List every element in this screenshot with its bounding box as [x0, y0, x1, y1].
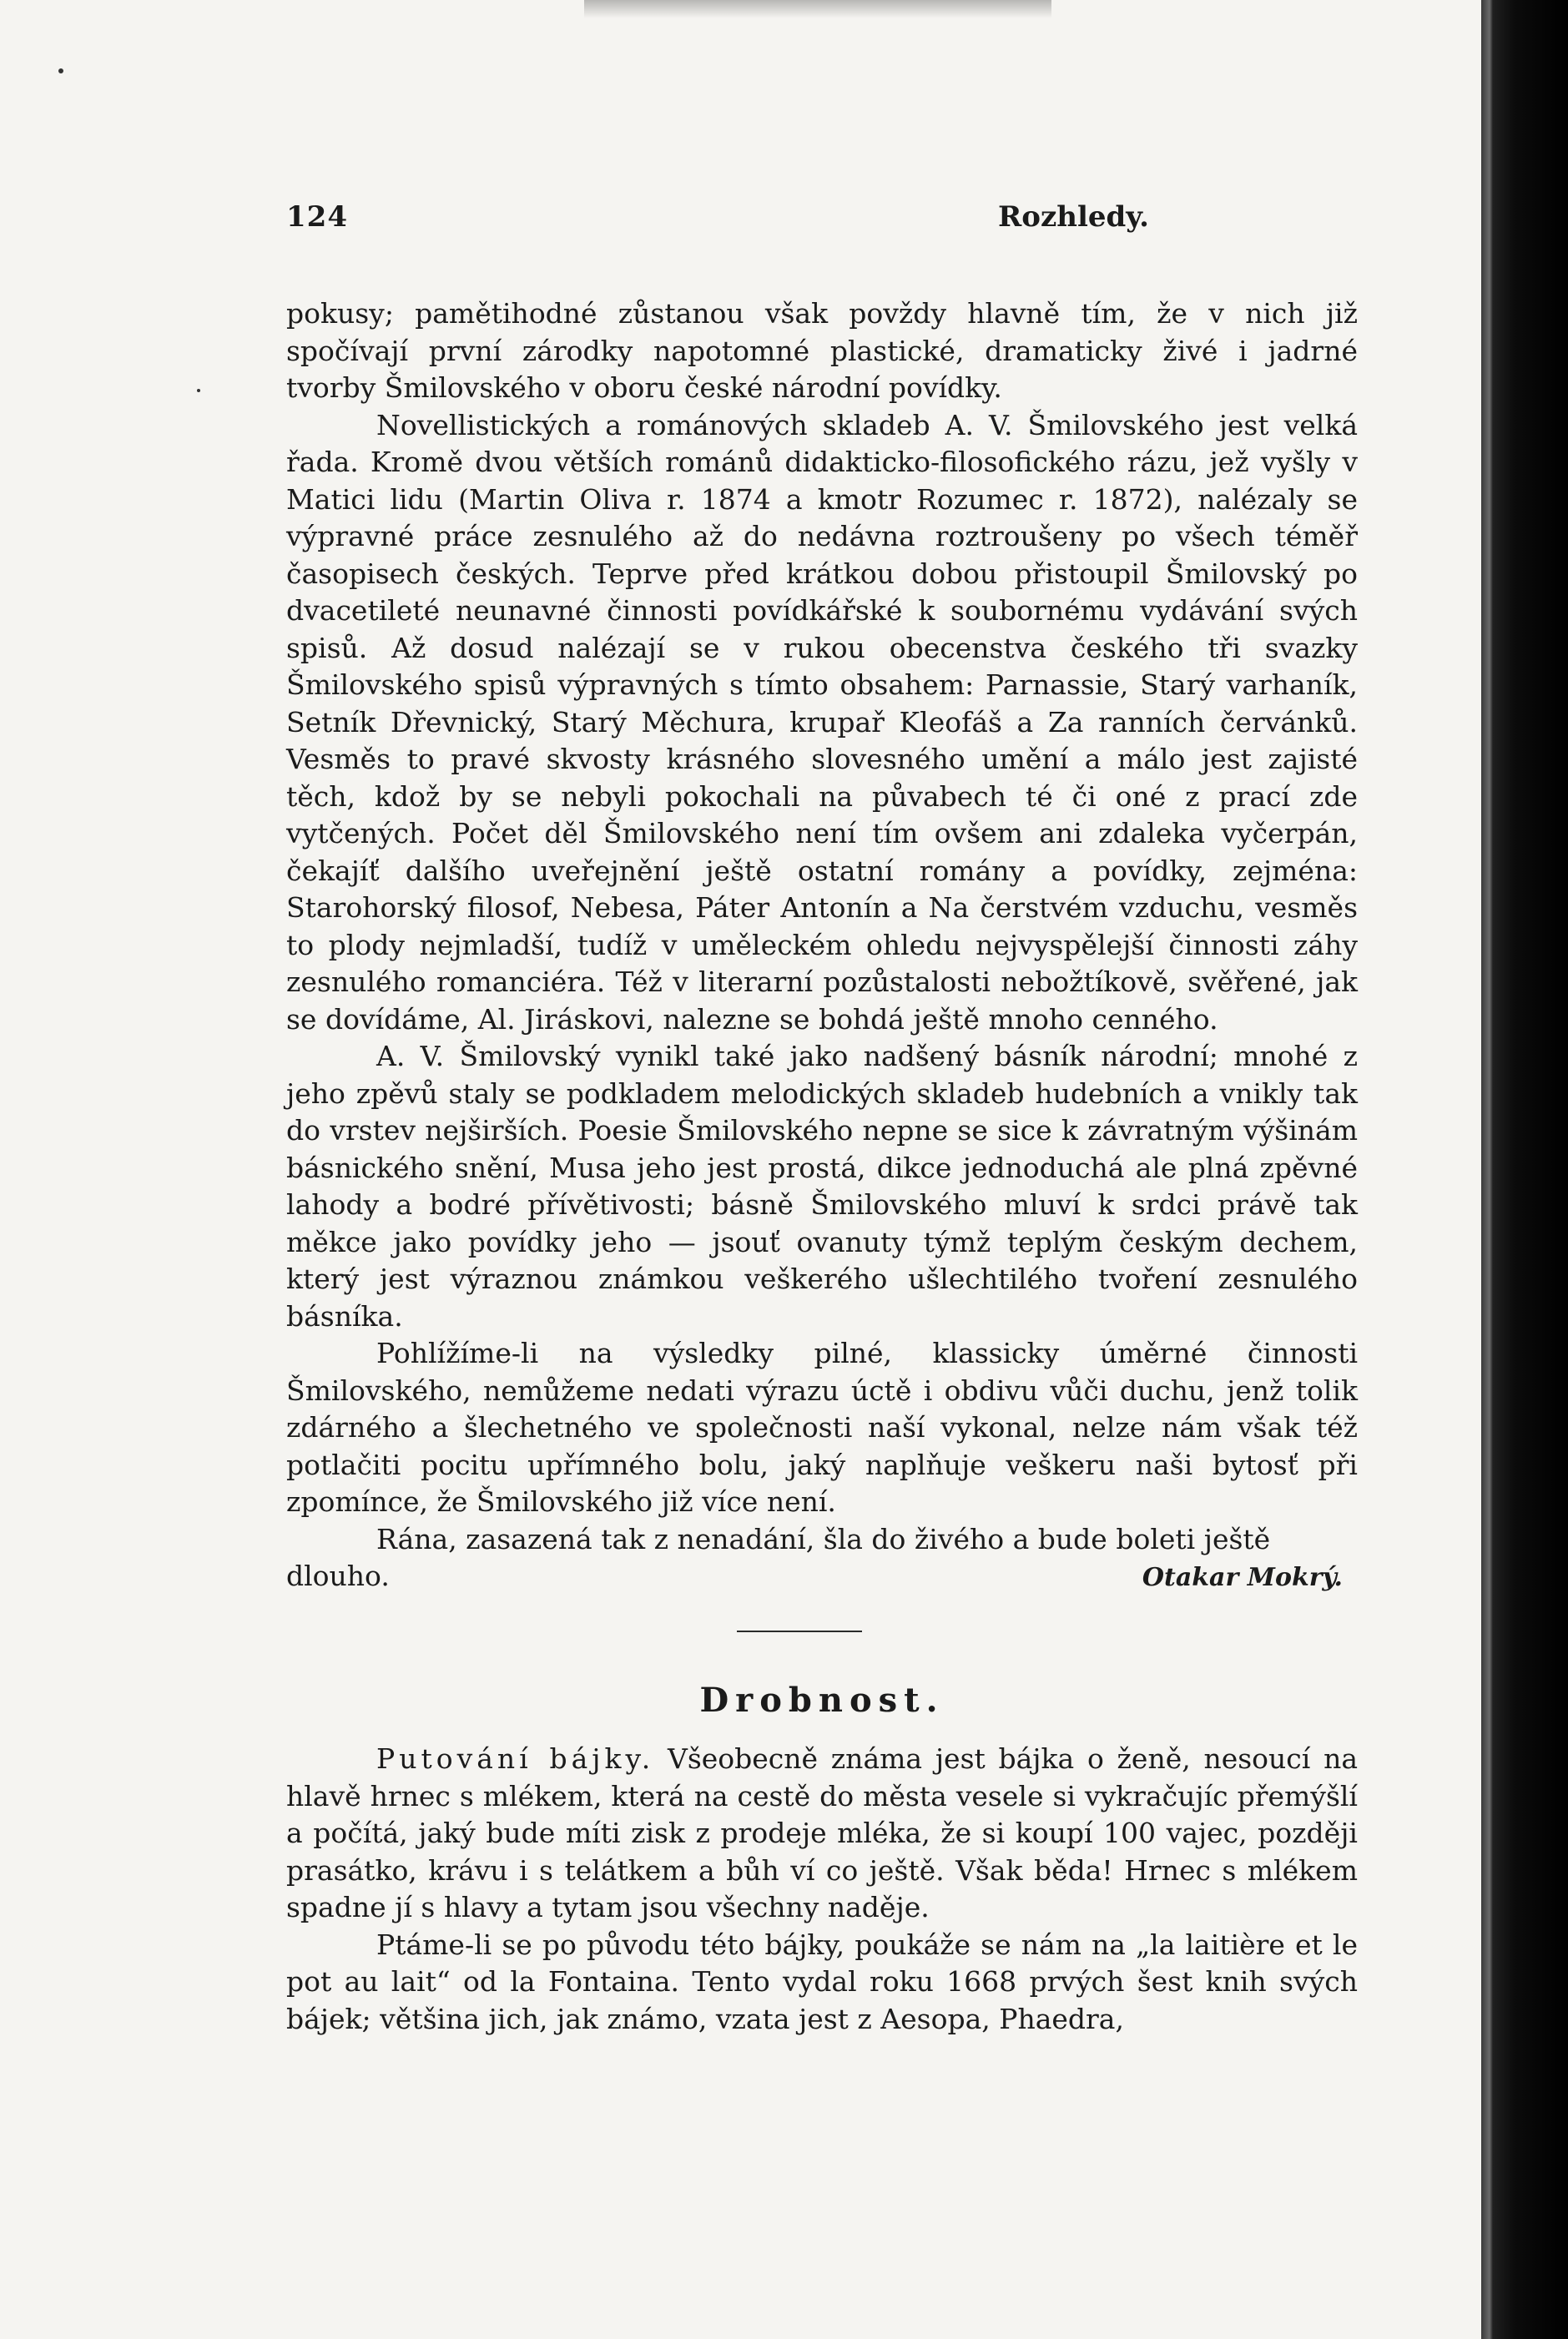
- scan-shadow: [584, 0, 1051, 18]
- section-divider: [737, 1631, 862, 1632]
- signature-line: [286, 1558, 1358, 1597]
- scan-speck: [58, 68, 63, 73]
- paragraph: Novellistických a románových skladeb A. V. Šmilovského jest velká řada. Kromě dvou větších románů didakticko-filosofického rázu, jež vyšly v Matici lidu (Martin Oliva r. 1874 a kmotr Rozumec r. 1872), nalézaly se výpravné práce zesnulého až do nedávna roztroušeny po všech téměř časopisech českých. Teprve před krátkou dobou přistoupil Šmilovský po dvacetileté neunavné činnosti povídkářské k soubornému vydávání svých spisů. Až dosud nalézají se v rukou obecenstva českého tři svazky Šmilovského spisů výpravných s tímto obsahem: Parnassie, Starý varhaník, Setník Dřevnický, Starý Měchura, krupař Kleofáš a Za ranních červánků. Vesměs to pravé skvosty krásného slovesného umění a málo jest zajisté těch, kdož by se nebyli pokochali na půvabech té či oné z prací zde vytčených. Počet děl Šmilovského není tím ovšem ani zdaleka vyčerpán, čekajíť dalšího uveřejnění ještě ostatní romány a povídky, zejména: Starohorský filosof, Nebesa, Páter Antonín a Na čerstvém vzduchu, vesměs to plody nejmladší, tudíž v uměleckém ohledu nejvyspělejší činnosti záhy zesnulého romanciéra. Též v literarní pozůstalosti nebožtíkově, svěřené, jak se dovídáme, Al. Jiráskovi, nalezne se bohdá ještě mnoho cenného.: [286, 408, 1358, 1036]
- scan-speck: [197, 389, 200, 392]
- lead-text: Všeobecně známa jest bájka o ženě, nesoucí na hlavě hrnec s mlékem, která na cestě do města vesele si vykračujíc přemýšlí a počítá, jaký bude míti zisk z prodeje mléka, že si koupí 100 vajec, později prasátko, krávu i s telátkem a bůh ví co ještě. Však běda! Hrnec s mlékem spadne jí s hlavy a tytam jsou všechny naděje.: [286, 1742, 1359, 1923]
- paragraph: Rána, zasazená tak z nenadání, šla do živého a bude boleti ještě: [376, 1522, 1271, 1555]
- section-title: Drobnost.: [699, 1680, 945, 1720]
- page-number: 124: [286, 200, 348, 234]
- page-header: [286, 199, 1358, 249]
- paragraph: pokusy; pamětihodné zůstanou však povždy hlavně tím, že v nich již spočívají první zárodky napotomné plastické, dramaticky živé i jadrné tvorby Šmilovského v oboru české národní povídky.: [286, 297, 1358, 404]
- book-spine-shadow: [1481, 0, 1568, 2339]
- lead-heading: Putování bájky.: [376, 1742, 655, 1775]
- running-title: Rozhledy.: [998, 200, 1149, 234]
- paragraph: [286, 1741, 1358, 1927]
- author-signature: Otakar Mokrý.: [1142, 1563, 1343, 1592]
- paragraph: Pohlížíme-li na výsledky pilné, klassicky úměrné činnosti Šmilovského, nemůžeme nedati výrazu úctě i obdivu vůči duchu, jenž tolik zdárného a šlechetného ve společnosti naší vykonal, nelze nám však též potlačiti pocitu upřímného bolu, jaký naplňuje veškeru naši bytosť při zpomínce, že Šmilovského již více není.: [286, 1337, 1358, 1518]
- paragraph: Ptáme-li se po původu této bájky, poukáže se nám na „la laitière et le pot au lait“ od la Fontaina. Tento vydal roku 1668 prvých šest knih svých bájek; většina jich, jak známo, vzata jest z Aesopa, Phaedra,: [286, 1928, 1358, 2035]
- page-content: [286, 199, 1358, 2038]
- paragraph: A. V. Šmilovský vynikl také jako nadšený básník národní; mnohé z jeho zpěvů staly se podkladem melodických skladeb hudebních a vnikly tak do vrstev nejširších. Poesie Šmilovského nepne se sice k závratným výšinám básnického snění, Musa jeho jest prostá, dikce jednoduchá ale plná zpěvné lahody a bodré přívětivosti; básně Šmilovského mluví k srdci právě tak měkce jako povídky jeho — jsouť ovanuty týmž teplým českým dechem, který jest výraznou známkou veškerého ušlechtilého tvoření zesnulého básníka.: [286, 1040, 1358, 1333]
- closing-word: dlouho.: [286, 1560, 390, 1592]
